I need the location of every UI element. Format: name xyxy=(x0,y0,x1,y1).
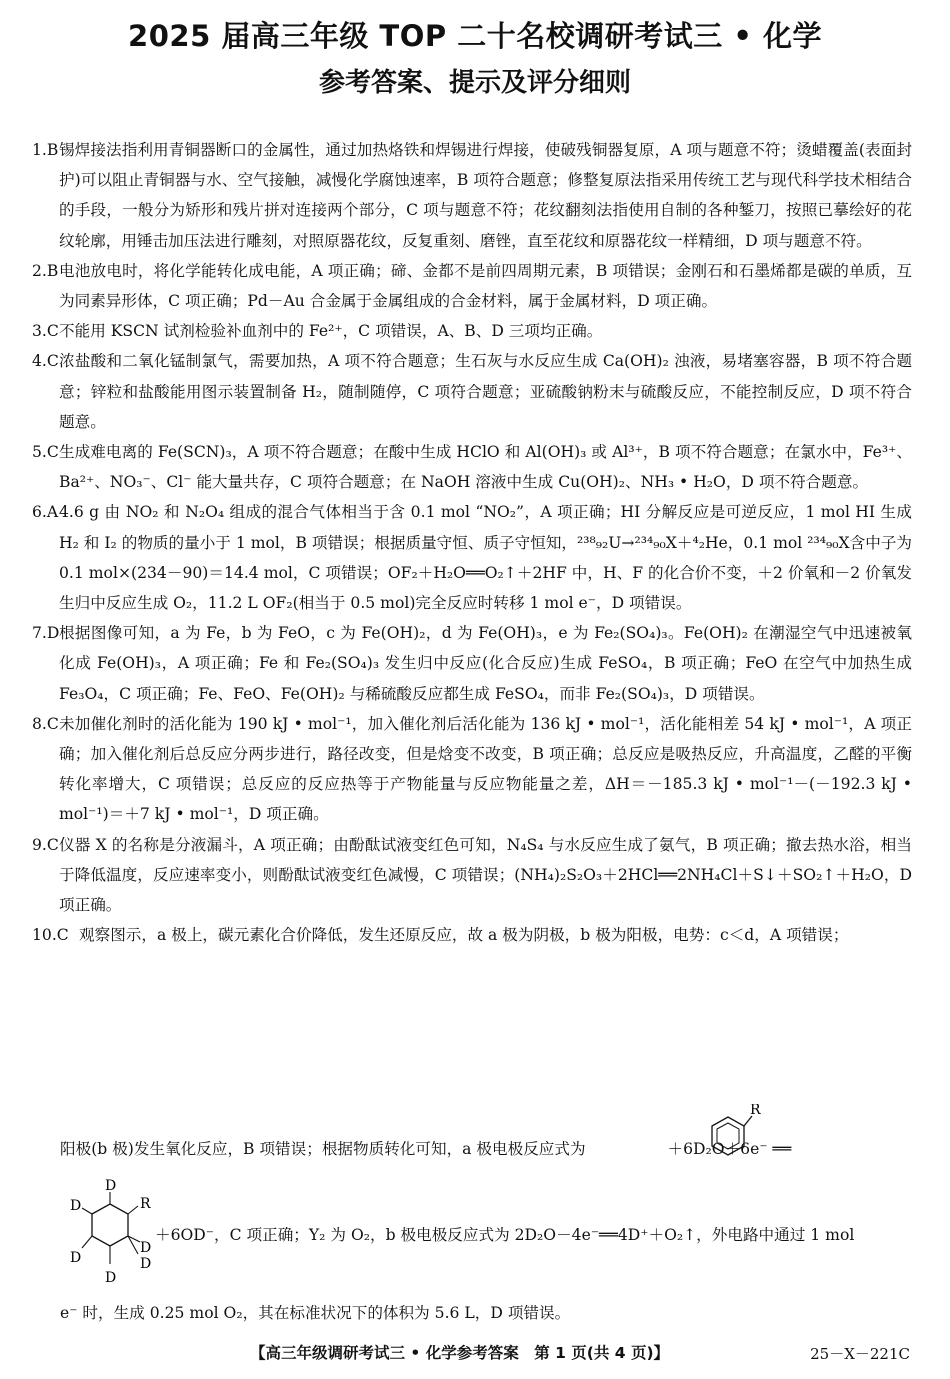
answer-item xyxy=(32,709,912,830)
answer-item xyxy=(32,497,912,618)
benzene-ring-icon xyxy=(692,1104,762,1168)
answer-item xyxy=(32,830,912,921)
q10-text: 阳极(b 极)发生氧化反应，B 项错误；根据物质转化可知，a 极电极反应式为 xyxy=(60,1140,586,1158)
atom-label: D xyxy=(105,1270,117,1286)
atom-label: D xyxy=(105,1178,117,1194)
answer-number: 4.C xyxy=(32,352,59,371)
answer-explanation: 观察图示，a 极上，碳元素化合价降低，发生还原反应，故 a 极为阴极，b 极为阳极，电势：c＜d，A 项错误； xyxy=(79,926,849,945)
answer-explanation: 生成难电离的 Fe(SCN)₃，A 项不符合题意；在酸中生成 HClO 和 Al(OH)₃ 或 Al³⁺，B 项不符合题意；在氯水中，Fe³⁺、Ba²⁺、NO₃⁻、Cl⁻ 能大量共存，C 项符合题意；在 NaOH 溶液中生成 Cu(OH)₂、NH₃ • H₂O，D 项不符合题意。 xyxy=(59,443,912,492)
answer-number: 6.A xyxy=(32,503,59,522)
answer-item xyxy=(32,346,912,437)
answer-number: 5.C xyxy=(32,443,59,462)
answer-explanation: 不能用 KSCN 试剂检验补血剂中的 Fe²⁺，C 项错误，A、B、D 三项均正确。 xyxy=(59,322,603,341)
atom-label: R xyxy=(140,1196,151,1212)
page-title: 2025 届高三年级 TOP 二十名校调研考试三 • 化学 xyxy=(128,19,822,53)
answer-item xyxy=(32,618,912,709)
page-footer: 【高三年级调研考试三 • 化学参考答案 第 1 页(共 4 页)】 xyxy=(250,1344,670,1362)
answer-explanation: 根据图像可知，a 为 Fe，b 为 FeO，c 为 Fe(OH)₂，d 为 Fe(OH)₃，e 为 Fe₂(SO₄)₃。Fe(OH)₂ 在潮湿空气中迅速被氧化成 Fe(OH)₃，A 项正确；Fe 和 Fe₂(SO₄)₃ 发生归中反应(化合反应)生成 FeSO₄，B 项正确；FeO 在空气中加热生成 Fe₃O₄，C 项正确；Fe、FeO、Fe(OH)₂ 与稀硫酸反应都生成 FeSO₄，而非 Fe₂(SO₄)₃，D 项错误。 xyxy=(59,624,912,703)
q10-continued-line xyxy=(60,1134,912,1164)
answer-item xyxy=(32,135,912,256)
q10-equation-tail: ＋6D₂O＋6e⁻ ══ xyxy=(667,1140,792,1158)
answer-explanation: 浓盐酸和二氧化锰制氯气，需要加热，A 项不符合题意；生石灰与水反应生成 Ca(OH)₂ 浊液，易堵塞容器，B 项不符合题意；锌粒和盐酸能用图示装置制备 H₂，随制随停，C 项符合题意；亚硫酸钠粉末与硫酸反应，不能控制反应，D 项不符合题意。 xyxy=(59,352,912,431)
document-code: 25－X－221C xyxy=(810,1345,910,1363)
q10-continued-line: e⁻ 时，生成 0.25 mol O₂，其在标准状况下的体积为 5.6 L，D 项错误。 xyxy=(60,1304,571,1322)
q10-continued-line: ＋6OD⁻，C 项正确；Y₂ 为 O₂，b 极电极反应式为 2D₂O－4e⁻══4D⁺＋O₂↑，外电路中通过 1 mol xyxy=(155,1226,855,1244)
answer-item xyxy=(32,316,912,346)
answer-explanation: 4.6 g 由 NO₂ 和 N₂O₄ 组成的混合气体相当于含 0.1 mol “NO₂”，A 项正确；HI 分解反应是可逆反应，1 mol HI 生成 H₂ 和 I₂ 的物质的量小于 1 mol，B 项错误；根据质量守恒、质子守恒知，²³⁸₉₂U→²³⁴₉₀X＋⁴₂He，0.1 mol ²³⁴₉₀X含中子为 0.1 mol×(234－90)＝14.4 mol，C 项错误；OF₂＋H₂O══O₂↑＋2HF 中，H、F 的化合价不变，＋2 价氧和－2 价氧发生归中反应生成 O₂，11.2 L OF₂(相当于 0.5 mol)完全反应时转移 1 mol e⁻，D 项错误。 xyxy=(59,503,912,613)
substituent-label: R xyxy=(750,1104,761,1118)
answer-number: 9.C xyxy=(32,835,59,854)
atom-label: D xyxy=(70,1250,82,1266)
deuterated-cyclohexane-icon xyxy=(62,1176,157,1288)
answer-number: 2.B xyxy=(32,261,59,280)
answer-item xyxy=(32,437,912,497)
answer-explanation: 仪器 X 的名称是分液漏斗，A 项正确；由酚酞试液变红色可知，N₄S₄ 与水反应生成了氨气，B 项正确；撤去热水浴，相当于降低温度，反应速率变小，则酚酞试液变红色减慢，C 项错误；(NH₄)₂S₂O₃＋2HCl══2NH₄Cl＋S↓＋SO₂↑＋H₂O，D 项正确。 xyxy=(59,835,912,915)
answer-explanation: 未加催化剂时的活化能为 190 kJ • mol⁻¹，加入催化剂后活化能为 136 kJ • mol⁻¹，活化能相差 54 kJ • mol⁻¹，A 项正确；加入催化剂后总反应分两步进行，路径改变，但是焓变不改变，B 项正确；总反应是吸热反应，升高温度，乙醛的平衡转化率增大，C 项错误；总反应的反应热等于产物能量与反应物能量之差，ΔH＝－185.3 kJ • mol⁻¹－(－192.3 kJ • mol⁻¹)＝＋7 kJ • mol⁻¹，D 项正确。 xyxy=(59,714,912,824)
answer-number: 10.C xyxy=(32,926,69,945)
answer-number: 3.C xyxy=(32,322,59,341)
answer-item xyxy=(32,920,912,950)
answer-list xyxy=(32,135,912,950)
answer-explanation: 锡焊接法指利用青铜器断口的金属性，通过加热烙铁和焊锡进行焊接，使破残铜器复原，A 项与题意不符；烫蜡覆盖(表面封护)可以阻止青铜器与水、空气接触，减慢化学腐蚀速率，B 项符合题意；修整复原法指采用传统工艺与现代科学技术相结合的手段，一般分为矫形和残片拼对连接两个部分，C 项与题意不符；花纹翻刻法指使用自制的各种錾刀，按照已摹绘好的花纹轮廓，用锤击加压法进行雕刻，对照原器花纹，反复重刻、磨锉，直至花纹和原器花纹一样精细，D 项与题意不符。 xyxy=(59,141,912,250)
page-subtitle: 参考答案、提示及评分细则 xyxy=(318,68,631,98)
atom-label: D xyxy=(140,1256,152,1272)
answer-number: 7.D xyxy=(32,624,60,643)
answer-item xyxy=(32,256,912,316)
atom-label: D xyxy=(70,1198,82,1214)
answer-number: 8.C xyxy=(32,714,59,733)
atom-label: D xyxy=(140,1240,152,1256)
answer-explanation: 电池放电时，将化学能转化成电能，A 项正确；碲、金都不是前四周期元素，B 项错误；金刚石和石墨烯都是碳的单质，互为同素异形体，C 项正确；Pd－Au 合金属于金属组成的合金材料，属于金属材料，D 项正确。 xyxy=(59,261,912,311)
answer-number: 1.B xyxy=(32,141,59,159)
